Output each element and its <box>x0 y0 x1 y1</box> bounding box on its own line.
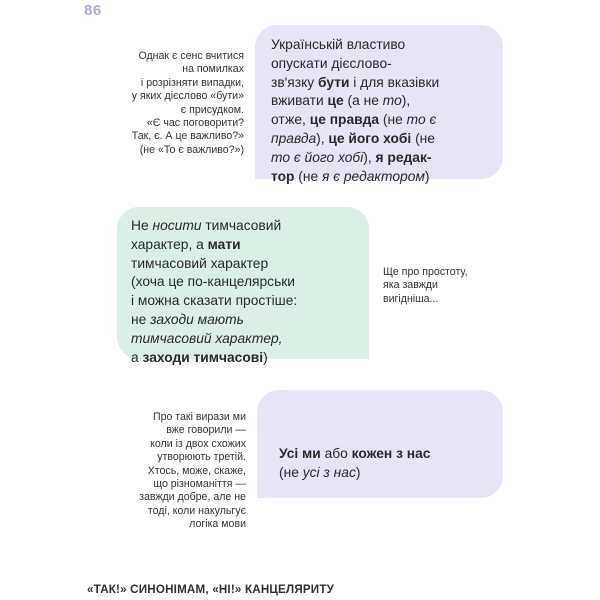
italic-term: усі з нас <box>302 464 356 480</box>
text: (хоча це по-канцелярськи <box>131 274 296 290</box>
text: зв'язку <box>271 74 319 90</box>
side-note-line: Хтось, може, скаже, <box>147 464 246 477</box>
bubble-line <box>131 236 369 255</box>
text: а <box>131 349 143 365</box>
text: (не <box>411 130 435 146</box>
side-note-line: (не «То є важливо?») <box>139 143 244 156</box>
side-note-line: Про такі вирази ми <box>152 411 246 423</box>
text: ) <box>263 349 268 365</box>
bubble-line <box>271 149 503 168</box>
italic-term: тимчасовий характер, <box>131 330 283 346</box>
side-note-line: Так, є. А це важливо?» <box>131 130 244 143</box>
text: отже, <box>271 112 310 128</box>
text: опускати дієслово- <box>271 55 392 71</box>
text: ) <box>424 168 430 184</box>
text: (а не <box>343 93 383 109</box>
text: ), <box>363 149 376 165</box>
side-note-line: і розрізняти випадки, <box>140 76 244 89</box>
text: і для вказівки <box>349 74 440 90</box>
bubble-line <box>131 217 369 236</box>
text: тимчасовий <box>201 218 282 233</box>
bubble-line <box>131 330 369 349</box>
page-number: 86 <box>84 2 102 19</box>
side-note-verb-to-be <box>62 50 244 157</box>
side-note-line: утворюють третій. <box>157 451 246 464</box>
bubble-line <box>271 55 503 74</box>
italic-term: заходи мають <box>150 311 244 327</box>
text: Українській властиво <box>271 37 406 52</box>
text: (не <box>294 168 322 184</box>
bold-term: заходи тимчасові <box>142 349 264 365</box>
bubble-line <box>271 36 503 55</box>
text: і можна сказати простіше: <box>131 293 298 309</box>
side-note-line: коли із двох схожих <box>150 437 246 450</box>
side-note-line: вже говорили — <box>166 424 246 437</box>
side-note-line: що різноманіття — <box>153 478 246 491</box>
example-bubble-copula <box>255 25 503 184</box>
side-note-line: Ще про простоту, <box>383 266 468 278</box>
text: ), <box>401 93 411 109</box>
bold-term: це правда <box>309 112 380 128</box>
italic-term: носити <box>152 218 202 233</box>
bold-term: мати <box>207 236 241 252</box>
text: Не <box>131 218 153 233</box>
text: тимчасовий характер <box>131 255 269 271</box>
bubble-line <box>271 168 503 187</box>
side-note-line: завжди добре, але не <box>139 491 246 504</box>
bubble-line <box>131 273 369 292</box>
bubble-line <box>271 111 503 130</box>
side-note-expressions <box>60 411 246 532</box>
italic-term: я є редактором <box>322 168 425 184</box>
bubble-line <box>271 92 503 111</box>
text: ), <box>316 130 329 146</box>
bubble-line <box>271 130 503 149</box>
side-note-line: тоді, коли накульгує <box>147 504 246 517</box>
bubble-line <box>271 74 503 93</box>
running-footer-title: «ТАК!» СИНОНІМАМ, «НІ!» КАНЦЕЛЯРИТУ <box>87 583 335 596</box>
example-bubble-all-of-us <box>257 390 503 498</box>
italic-term: то <box>382 93 402 109</box>
side-note-line: Однак є сенс вчитися <box>138 50 244 62</box>
bubble-line <box>131 255 369 274</box>
text: (не <box>379 112 407 128</box>
bold-term: тор <box>271 168 295 184</box>
side-note-line: є присудком. <box>180 103 244 116</box>
side-note-simplicity <box>383 266 523 306</box>
text: не <box>131 311 151 327</box>
text: (не <box>279 464 303 480</box>
bubble-line <box>131 311 369 330</box>
bubble-line <box>131 349 369 368</box>
bubble-line <box>279 464 503 483</box>
text: ) <box>355 464 361 480</box>
side-note-line: логіка мови <box>189 518 246 531</box>
bold-term: Усі ми <box>279 446 321 461</box>
bold-term: бути <box>318 74 350 90</box>
bold-term: кожен з нас <box>351 446 431 461</box>
italic-term: то є <box>406 112 437 128</box>
bubble-line <box>279 445 503 464</box>
side-note-line: вигідніша... <box>383 292 439 305</box>
text: характер, а <box>131 236 208 252</box>
bold-term: я редак- <box>375 149 432 165</box>
text: або <box>320 446 352 461</box>
example-bubble-temporary <box>117 207 369 365</box>
italic-term: правда <box>271 130 317 146</box>
bubble-line <box>131 292 369 311</box>
text: вживати <box>271 93 328 109</box>
side-note-line: «Є час поговорити? <box>146 117 244 130</box>
bold-term: це <box>327 93 344 109</box>
side-note-line: яка завжди <box>383 279 438 292</box>
side-note-line: у яких дієслово «бути» <box>131 90 244 103</box>
side-note-line: на помилках <box>182 63 244 76</box>
bold-term: це його хобі <box>328 130 412 146</box>
italic-term: то є його хобі <box>271 149 364 165</box>
